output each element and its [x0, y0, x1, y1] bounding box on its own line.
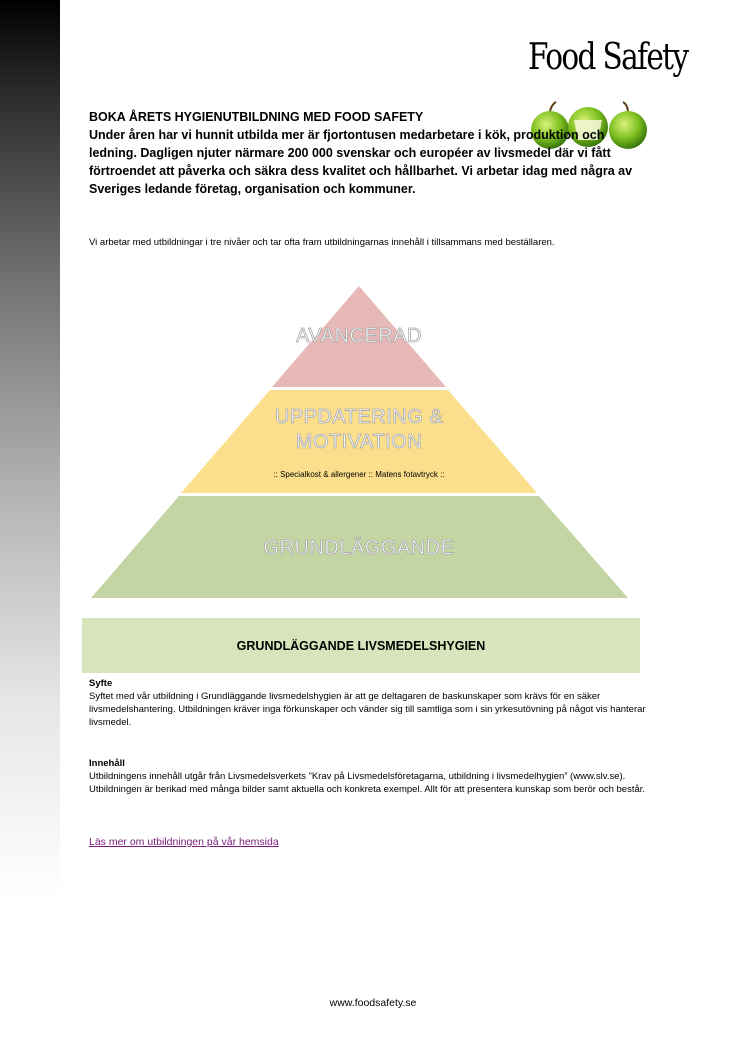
headline-title: BOKA ÅRETS HYGIENUTBILDNING MED FOOD SAFETY: [89, 110, 424, 124]
level-middle-subtitle: :: Specialkost & allergener :: Matens fotavtryck ::: [273, 470, 445, 479]
syfte-section: [89, 677, 669, 729]
innehall-section: [89, 757, 669, 796]
headline-block: [89, 108, 649, 198]
syfte-text: Syftet med vår utbildning i Grundläggande livsmedelshygien är att ge deltagaren de baskunskaper som krävs för en säker livsmedelshantering. Utbildningen kräver inga förkunskaper och vänder sig till samtliga som i sin yrkesutövning på något vis hanterar livsmedel.: [89, 691, 646, 728]
level-middle-label-line1: UPPDATERING &: [274, 406, 444, 428]
syfte-heading: Syfte: [89, 678, 113, 689]
level-bottom-label: GRUNDLÄGGANDE: [263, 537, 455, 559]
side-gradient-bar: [0, 0, 60, 900]
section-banner: GRUNDLÄGGANDE LIVSMEDELSHYGIEN: [82, 618, 640, 673]
innehall-text: Utbildningens innehåll utgår från Livsmedelsverkets ”Krav på Livsmedelsföretagarna, utbildning i livsmedelhygien” (www.slv.se). Utbildningen är berikad med många bilder samt aktuella och konkreta exempel. Allt för att presentera kunskap som berör och består.: [89, 771, 646, 795]
training-levels-pyramid: [89, 284, 639, 602]
intro-text: Vi arbetar med utbildningar i tre nivåer och tar ofta fram utbildningarnas innehåll i tillsammans med beställaren.: [89, 237, 555, 248]
level-middle-label-line2: MOTIVATION: [295, 431, 423, 453]
logo-text: Food Safety: [528, 37, 688, 78]
footer-url: www.foodsafety.se: [329, 997, 417, 1009]
headline-body: Under åren har vi hunnit utbilda mer är fjortontusen medarbetare i kök, produktion och ledning. Dagligen njuter närmare 200 000 svenskar och européer av livsmedel där vi fått förtroendet att påverka och säkra dess kvalitet och hållbarhet. Vi arbetar idag med några av Sveriges ledande företag, organisation och kommuner.: [89, 128, 633, 196]
level-top-label: AVANCERAD: [295, 325, 423, 347]
innehall-heading: Innehåll: [89, 758, 125, 769]
read-more-link[interactable]: Läs mer om utbildningen på vår hemsida: [89, 836, 279, 848]
